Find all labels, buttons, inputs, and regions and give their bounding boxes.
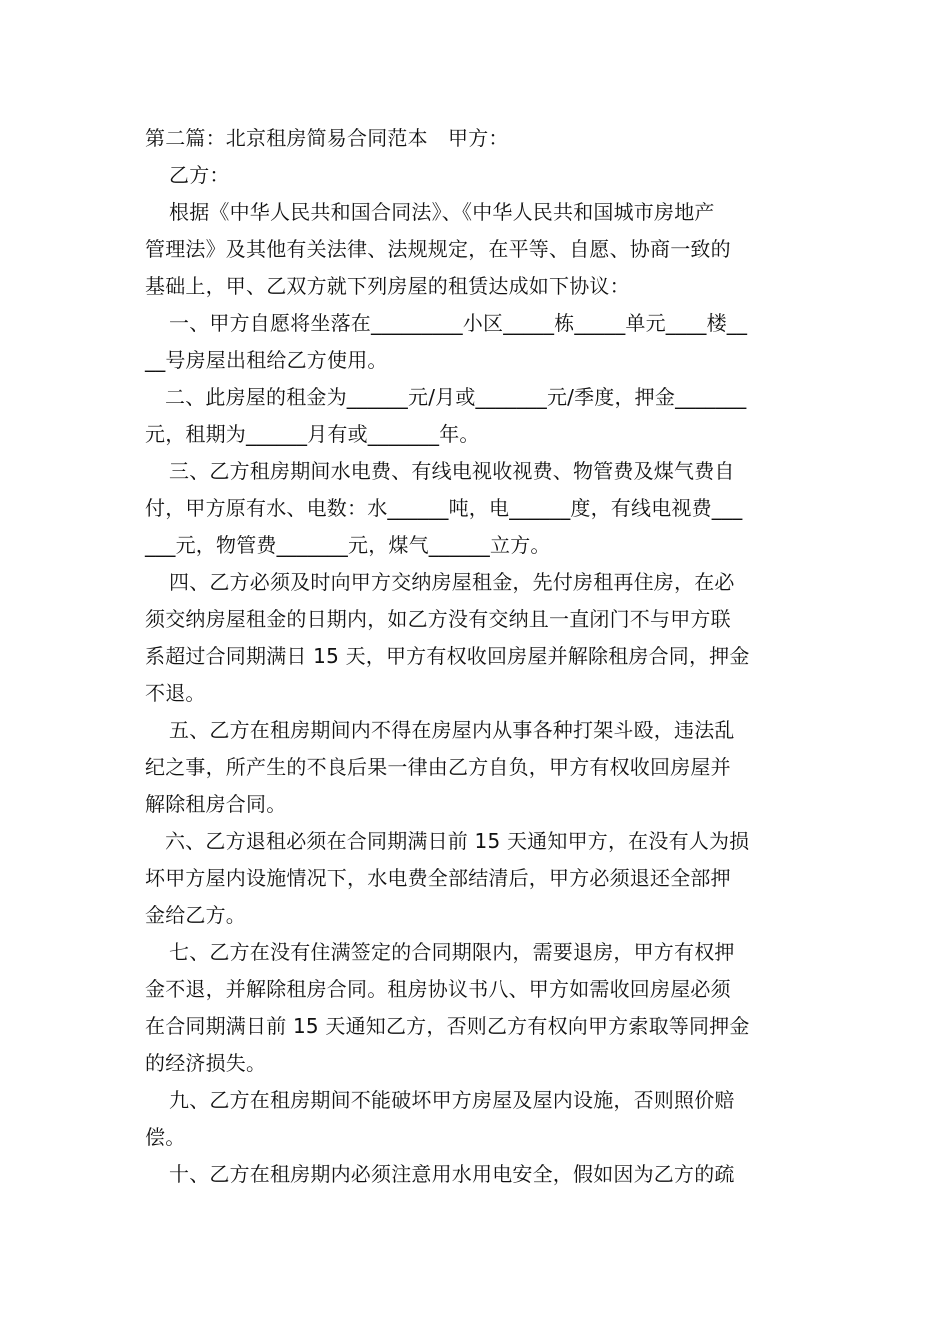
doc-line: 基础上，甲、乙双方就下列房屋的租赁达成如下协议： bbox=[145, 274, 630, 298]
doc-line: 的经济损失。 bbox=[145, 1051, 267, 1075]
doc-line: 一、甲方自愿将坐落在_________小区_____栋_____单元____楼__ bbox=[169, 311, 748, 335]
doc-line: 金给乙方。 bbox=[145, 903, 246, 927]
doc-line: __号房屋出租给乙方使用。 bbox=[145, 348, 388, 372]
doc-line: 付，甲方原有水、电数：水______吨，电______度，有线电视费___ bbox=[145, 496, 743, 520]
doc-line: 坏甲方屋内设施情况下，水电费全部结清后，甲方必须退还全部押 bbox=[145, 866, 731, 890]
doc-line: 五、乙方在租房期间内不得在房屋内从事各种打架斗殴，违法乱 bbox=[169, 718, 735, 742]
doc-line: 根据《中华人民共和国合同法》、《中华人民共和国城市房地产 bbox=[169, 200, 715, 224]
doc-line: 管理法》及其他有关法律、法规规定，在平等、自愿、协商一致的 bbox=[145, 237, 731, 261]
doc-line: 纪之事，所产生的不良后果一律由乙方自负，甲方有权收回房屋并 bbox=[145, 755, 731, 779]
contract-text bbox=[145, 120, 807, 1193]
doc-line: 乙方： bbox=[169, 163, 230, 187]
doc-line: 三、乙方租房期间水电费、有线电视收视费、物管费及煤气费自 bbox=[169, 459, 735, 483]
doc-line: 六、乙方退租必须在合同期满日前 15 天通知甲方，在没有人为损 bbox=[165, 829, 750, 853]
doc-line: 第二篇：北京租房简易合同范本 甲方： bbox=[145, 126, 509, 150]
doc-line: 七、乙方在没有住满签定的合同期限内，需要退房，甲方有权押 bbox=[169, 940, 735, 964]
doc-line: 在合同期满日前 15 天通知乙方，否则乙方有权向甲方索取等同押金 bbox=[145, 1014, 750, 1038]
doc-line: 解除租房合同。 bbox=[145, 792, 287, 816]
doc-line: 须交纳房屋租金的日期内，如乙方没有交纳且一直闭门不与甲方联 bbox=[145, 607, 731, 631]
doc-line: 不退。 bbox=[145, 681, 206, 705]
doc-line: 系超过合同期满日 15 天，甲方有权收回房屋并解除租房合同，押金 bbox=[145, 644, 750, 668]
doc-line: 四、乙方必须及时向甲方交纳房屋租金，先付房租再住房，在必 bbox=[169, 570, 735, 594]
doc-line: 二、此房屋的租金为______元/月或_______元/季度，押金_______ bbox=[165, 385, 747, 409]
doc-line: 九、乙方在租房期间不能破坏甲方房屋及屋内设施，否则照价赔 bbox=[169, 1088, 735, 1112]
doc-line: 十、乙方在租房期内必须注意用水用电安全，假如因为乙方的疏 bbox=[169, 1162, 735, 1186]
doc-line: 元，租期为______月有或_______年。 bbox=[145, 422, 480, 446]
doc-line: 金不退，并解除租房合同。租房协议书八、甲方如需收回房屋必须 bbox=[145, 977, 731, 1001]
doc-line: 偿。 bbox=[145, 1125, 186, 1149]
doc-line: ___元，物管费_______元，煤气______立方。 bbox=[145, 533, 551, 557]
